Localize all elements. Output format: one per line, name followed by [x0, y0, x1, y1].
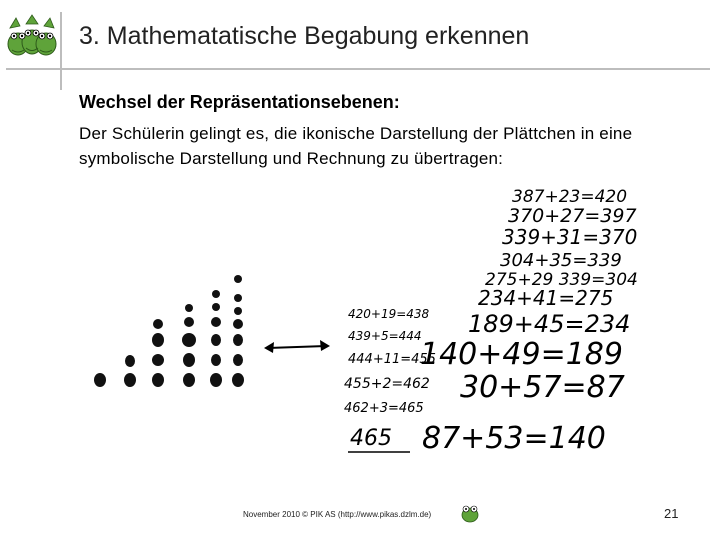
calc-line: 370+27=397 — [508, 205, 637, 227]
header-vertical-rule — [60, 12, 62, 90]
footer-text: November 2010 © PIK AS (http://www.pikas.dzlm.de) — [243, 510, 432, 519]
calc-line: 87+53=140 — [422, 421, 606, 456]
calc-line: 140+49=189 — [420, 337, 623, 372]
calc-line: 387+23=420 — [512, 187, 628, 207]
calc-line: 444+11=455 — [348, 352, 436, 367]
calc-line: 455+2=462 — [344, 376, 430, 392]
body-paragraph: Der Schülerin gelingt es, die ikonische Darstellung der Plättchen in eine symbolische Darstellung und Rechnung zu übertragen: — [79, 124, 633, 168]
slide-title: 3. Mathematatische Begabung erkennen — [79, 22, 530, 50]
calc-line: 234+41=275 — [478, 286, 614, 310]
double-arrow-icon — [262, 336, 332, 358]
calc-line: 420+19=438 — [348, 307, 430, 321]
footer-frog-icon — [459, 501, 481, 523]
calc-line: 275+29 339=304 — [485, 270, 638, 290]
header-horizontal-rule — [6, 68, 710, 70]
handwritten-calculations — [340, 180, 685, 465]
section-heading: Wechsel der Repräsentationsebenen: — [79, 92, 400, 112]
calc-line: 30+57=87 — [460, 370, 625, 405]
calc-line: 465 — [350, 426, 392, 451]
page-number: 21 — [664, 506, 679, 521]
calc-line: 462+3=465 — [344, 401, 424, 416]
pikas-logo-icon — [6, 14, 58, 62]
calc-line: 439+5=444 — [348, 329, 422, 343]
dot-pattern-figure — [86, 268, 256, 398]
calc-line: 339+31=370 — [502, 225, 638, 249]
calc-line: 304+35=339 — [500, 250, 622, 271]
calc-line: 189+45=234 — [468, 310, 631, 338]
